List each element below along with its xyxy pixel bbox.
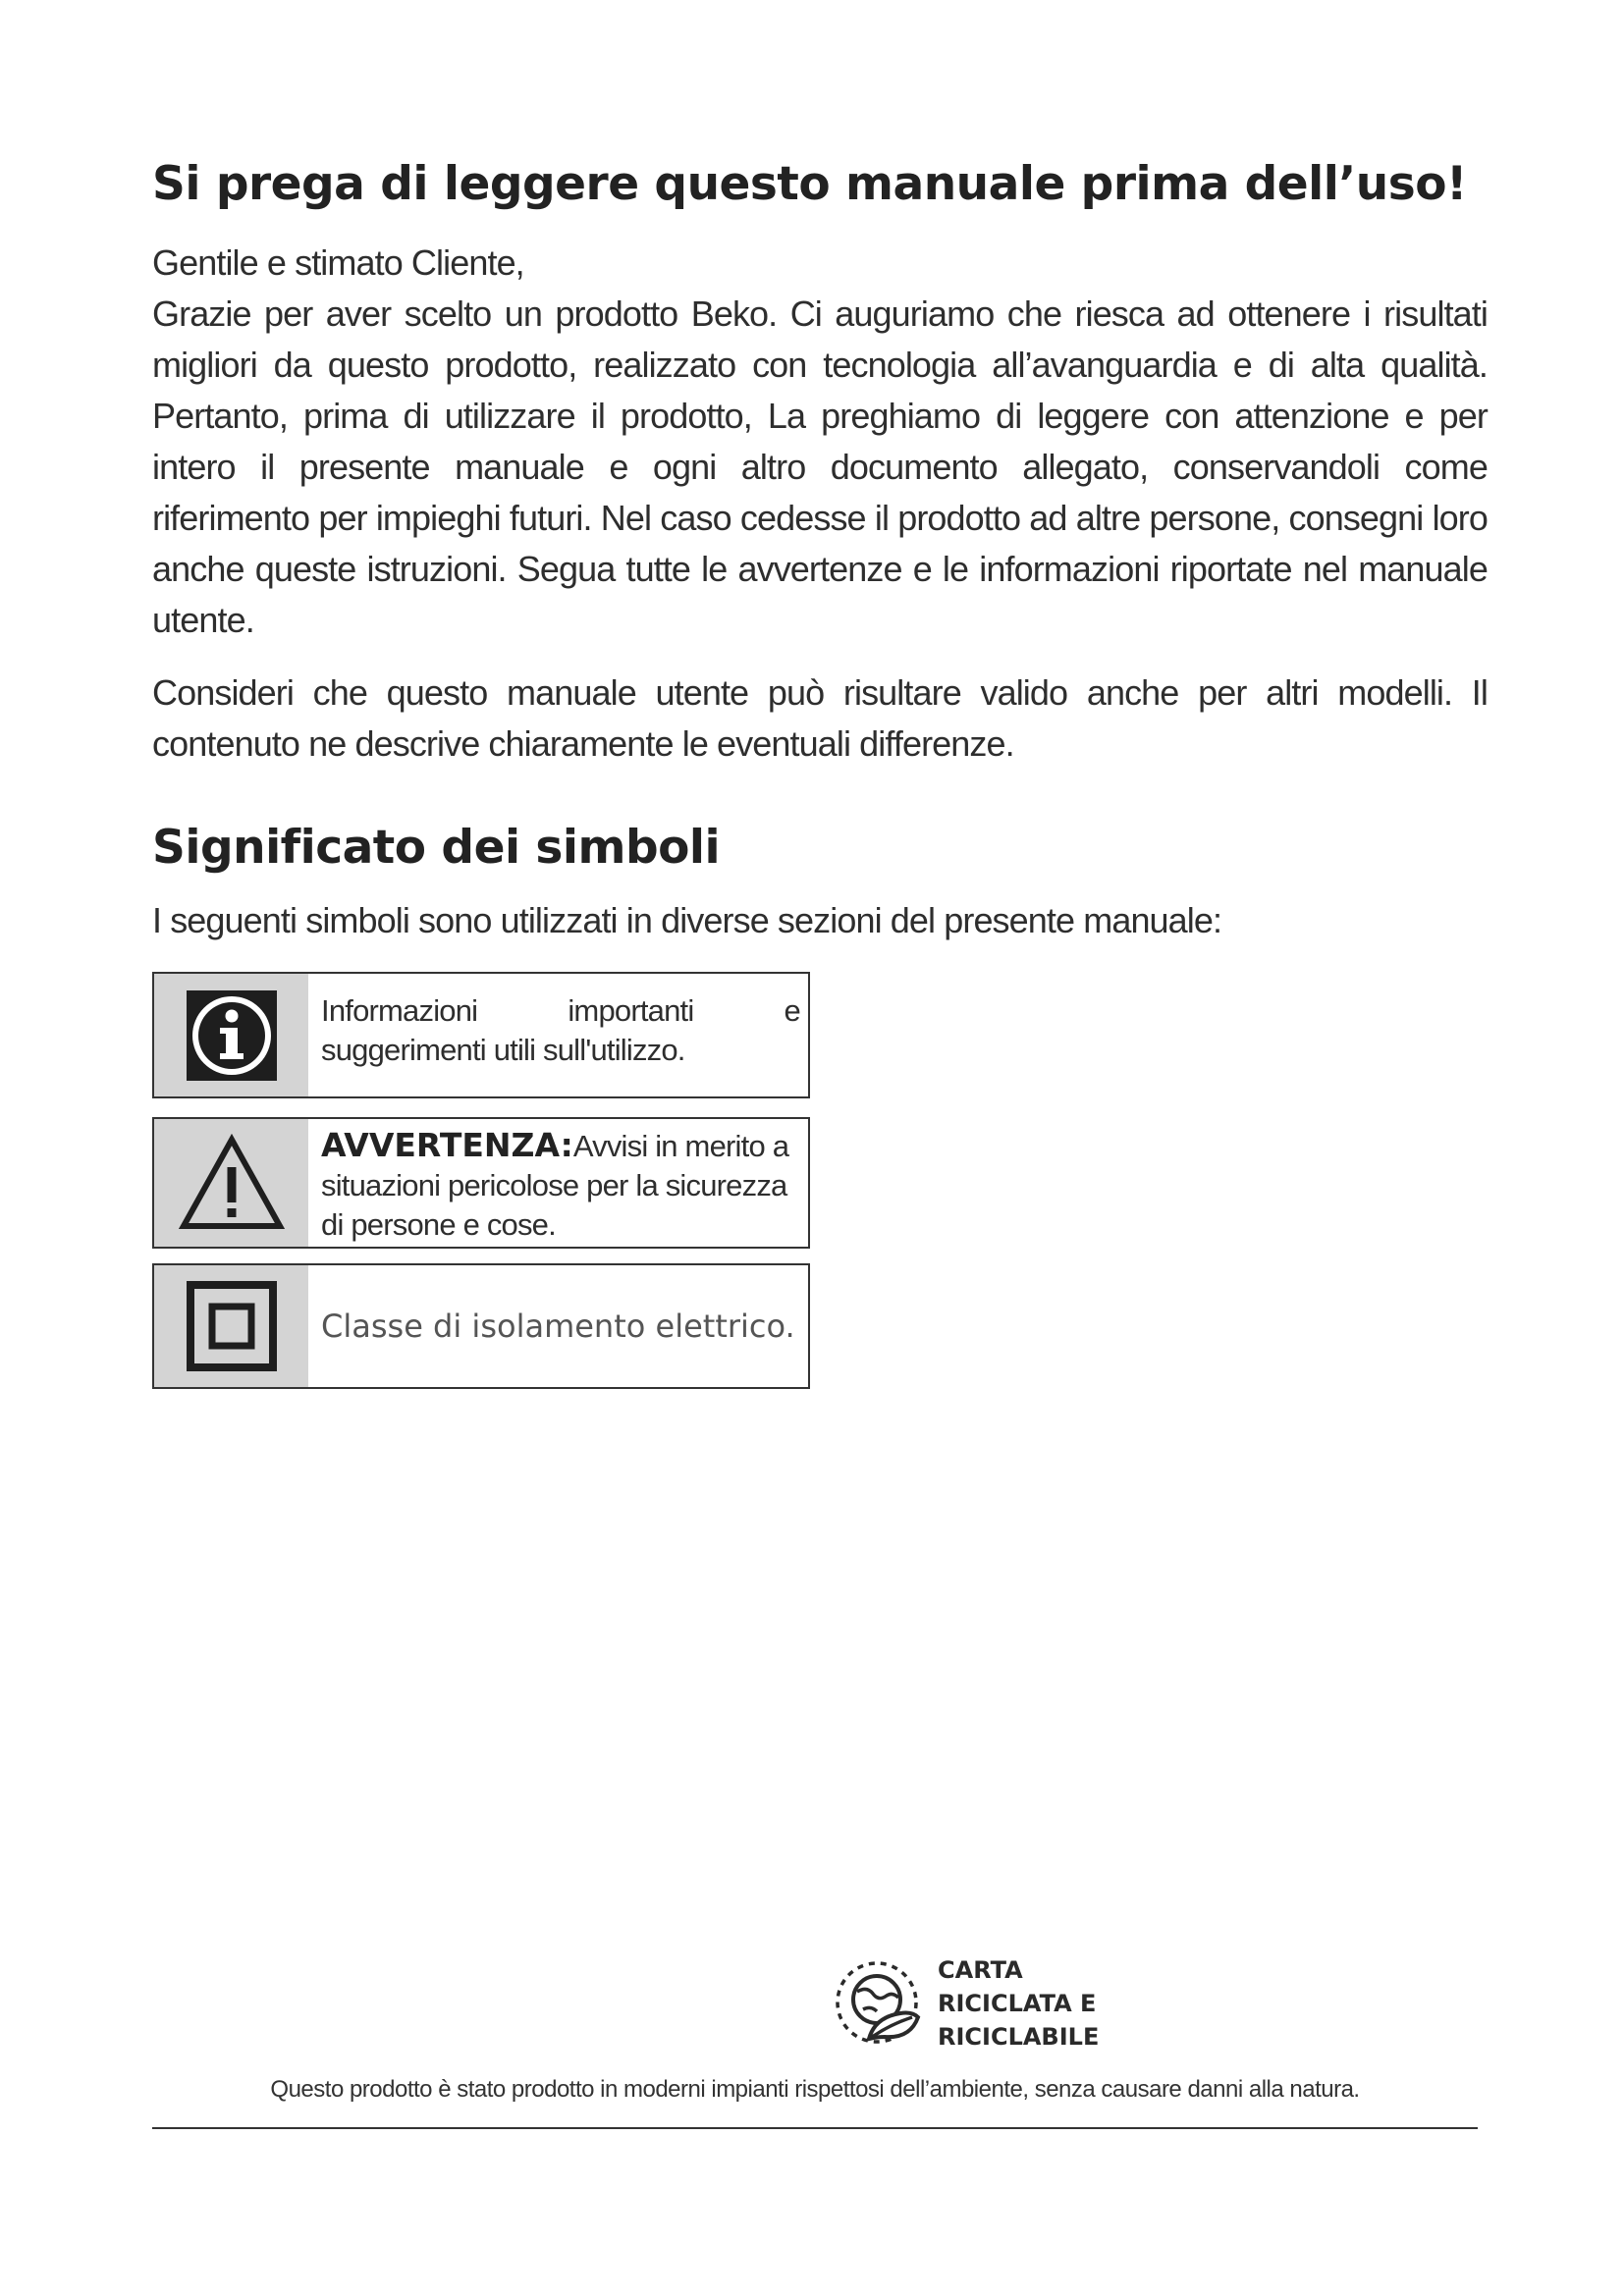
info-word-3: e: [784, 993, 800, 1028]
info-icon: [154, 974, 308, 1096]
warning-description: [321, 1126, 800, 1245]
info-line-2: suggerimenti utili sull'utilizzo.: [321, 1033, 685, 1067]
intro-paragraph: Grazie per aver scelto un prodotto Beko. Ci auguriamo che riesca ad ottenere i risultati migliori da questo prodotto, realizzato con tecnologia all’avanguardia e di alta qualità. Pertanto, prima di utilizzare il prodotto, La preghiamo di leggere con attenzione e per intero il presente manuale e ogni altro documento allegato, conservandoli come riferimento per impieghi futuri. Nel caso cedesse il prodotto ad altre persone, consegni loro anche queste istruzioni. Segua tutte le avvertenze e le informazioni riportate nel manuale utente.: [152, 294, 1488, 640]
eco-label-line-1: CARTA: [938, 1956, 1023, 1984]
symbols-heading: Significato dei simboli: [152, 821, 721, 875]
warning-label: AVVERTENZA:: [321, 1126, 573, 1164]
validity-paragraph: Consideri che questo manuale utente può risultare valido anche per altri modelli. Il contenuto ne descrive chiaramente le eventuali differenze.: [152, 672, 1488, 764]
insulation-symbol-row: [152, 1263, 810, 1389]
info-description: [321, 991, 800, 1070]
insulation-description: Classe di isolamento elettrico.: [321, 1308, 795, 1345]
warning-triangle-icon: [154, 1119, 308, 1247]
warning-symbol-row: [152, 1117, 810, 1249]
eco-label-line-3: RICICLABILE: [938, 2023, 1100, 2051]
footer-divider: [152, 2127, 1478, 2129]
info-word-1: Informazioni: [321, 993, 478, 1028]
greeting: Gentile e stimato Cliente,: [152, 242, 524, 283]
footer-note: Questo prodotto è stato prodotto in moderni impianti rispettosi dell’ambiente, senza causare danni alla natura.: [270, 2076, 1360, 2103]
eco-label-line-2: RICICLATA E: [938, 1990, 1097, 2017]
eco-label: [938, 1953, 1099, 2054]
info-symbol-row: [152, 972, 810, 1098]
page-title: Si prega di leggere questo manuale prima dell’uso!: [152, 157, 1467, 211]
double-insulation-icon: [154, 1265, 308, 1387]
recycled-paper-icon: [830, 1949, 928, 2056]
symbols-intro: I seguenti simboli sono utilizzati in diverse sezioni del presente manuale:: [152, 900, 1222, 940]
info-word-2: importanti: [568, 993, 694, 1028]
warning-text: Avvisi in merito a situazioni pericolose per la sicurezza di persone e cose.: [321, 1129, 789, 1242]
